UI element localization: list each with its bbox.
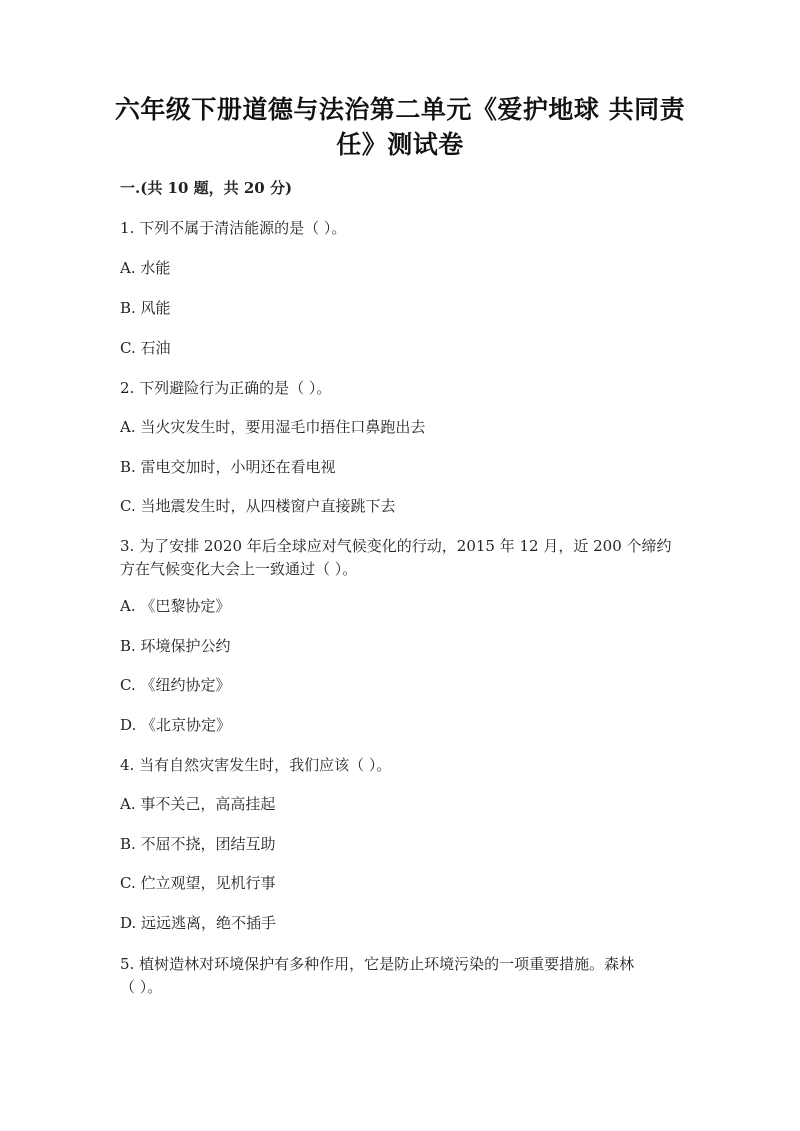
question-3-stem <box>120 535 680 581</box>
question-4-option-a: A. 事不关己，高高挂起 <box>120 795 276 813</box>
question-5-stem-line-2: （ ）。 <box>120 978 163 996</box>
question-4-stem: 4. 当有自然灾害发生时，我们应该（ ）。 <box>120 756 392 774</box>
page-title <box>100 92 700 162</box>
question-4-option-c: C. 伫立观望，见机行事 <box>120 874 276 892</box>
question-2-stem: 2. 下列避险行为正确的是（ ）。 <box>120 379 332 397</box>
question-1-stem: 1. 下列不属于清洁能源的是（ ）。 <box>120 219 347 237</box>
question-3-option-c: C. 《纽约协定》 <box>120 676 231 694</box>
section-heading: 一.(共 10 题，共 20 分) <box>120 179 293 197</box>
question-5-stem <box>120 953 680 999</box>
question-5-stem-line-1: 5. 植树造林对环境保护有多种作用，它是防止环境污染的一项重要措施。森林 <box>120 955 635 973</box>
question-2-option-c: C. 当地震发生时，从四楼窗户直接跳下去 <box>120 497 396 515</box>
question-3-stem-line-1: 3. 为了安排 2020 年后全球应对气候变化的行动，2015 年 12 月，近 200 个缔约 <box>120 537 672 555</box>
question-1-option-a: A. 水能 <box>120 259 171 277</box>
question-3-option-a: A. 《巴黎协定》 <box>120 597 231 615</box>
page-title-line-1: 六年级下册道德与法治第二单元《爱护地球 共同责 <box>114 95 686 124</box>
question-2-option-a: A. 当火灾发生时，要用湿毛巾捂住口鼻跑出去 <box>120 418 426 436</box>
question-1-option-b: B. 风能 <box>120 299 171 317</box>
question-3-option-b: B. 环境保护公约 <box>120 637 231 655</box>
question-4-option-d: D. 远远逃离，绝不插手 <box>120 914 277 932</box>
question-4-option-b: B. 不屈不挠，团结互助 <box>120 835 276 853</box>
question-3-option-d: D. 《北京协定》 <box>120 716 232 734</box>
question-2-option-b: B. 雷电交加时，小明还在看电视 <box>120 458 336 476</box>
question-1-option-c: C. 石油 <box>120 339 171 357</box>
question-3-stem-line-2: 方在气候变化大会上一致通过（ ）。 <box>120 560 358 578</box>
page-title-line-2: 任》测试卷 <box>336 130 464 159</box>
